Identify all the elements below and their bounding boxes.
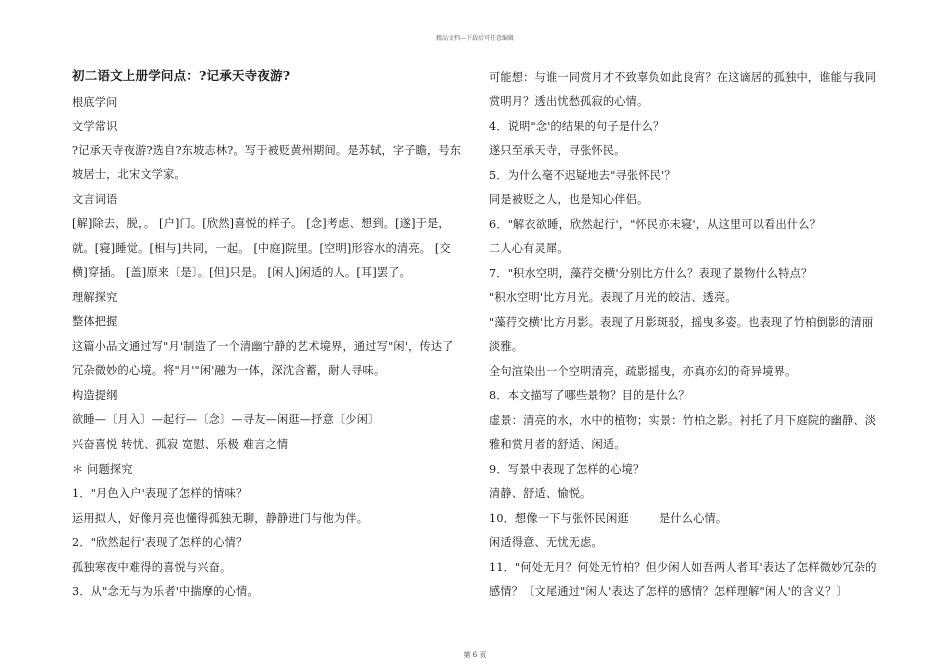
right-line: 淡雅。 (489, 340, 524, 353)
left-line: ＊ 问题探究 (72, 463, 133, 476)
right-line: 11．"何处无月？何处无竹柏？但少闲人如吾两人者耳'表达了怎样微妙冗杂的 (489, 561, 877, 574)
right-line: 10．想像一下与张怀民闲逛 是什么心情。 (489, 512, 728, 525)
right-line: 赏明月？透出忧愁孤寂的心情。 (489, 95, 649, 108)
left-line: 理解探究 (72, 291, 118, 304)
left-line: 2．"欣然起行'表现了怎样的心情？ (72, 536, 248, 549)
right-line: 清静、舒适、愉悦。 (489, 487, 592, 500)
right-line: 7．"积水空明，藻荇交横'分别比方什么？表现了景物什么特点？ (489, 267, 813, 280)
left-line: 孤独寒夜中难得的喜悦与兴奋。 (72, 561, 232, 574)
right-line: 5．为什么毫不迟疑地去"寻张怀民'？ (489, 169, 676, 182)
right-line: "积水空明'比方月光。表现了月光的皎洁、透亮。 (489, 291, 737, 304)
left-line: 文学常识 (72, 120, 118, 133)
left-line: 就。[寝]睡觉。[相与]共同，一起。 [中庭]院里。[空明]形容水的清亮。 [交 (72, 242, 451, 255)
left-line: 运用拟人，好像月亮也懂得孤独无聊，静静进门与他为伴。 (72, 512, 369, 525)
right-line: 闲适得意、无忧无虑。 (489, 536, 603, 549)
right-line: 雅和赏月者的舒适、闲适。 (489, 438, 626, 451)
left-line: 兴奋喜悦 转忧、孤寂 宽慰、乐极 难言之情 (72, 438, 289, 451)
right-line: 6．"解衣欲睡，欣然起行'，"怀民亦未寝'，从这里可以看出什么？ (489, 218, 822, 231)
left-line: 整体把握 (72, 315, 118, 328)
left-line: 坡居士，北宋文学家。 (72, 168, 186, 181)
left-line: [解]除去，脱，。 [户]门。[欣然]喜悦的样子。 [念]考虑、想到。[遂]于是， (72, 217, 450, 230)
left-line: 根底学问 (72, 96, 118, 109)
right-line: 可能想：与谁一同赏月才不致辜负如此良宵？在这谪居的孤独中，谁能与我同 (489, 71, 877, 84)
left-line: 欲睡—〔月入〕—起行—〔念〕—寻友—闲逛—抒意〔少闲〕 (72, 413, 380, 426)
right-line: 4．说明"念'的结果的句子是什么？ (489, 120, 665, 133)
right-line: 遂只至承天寺，寻张怀民。 (489, 144, 626, 157)
document-title: 初二语文上册学问点：?记承天寺夜游? (72, 68, 291, 83)
page-header: 精品文档---下载后可任意编辑 (435, 35, 515, 42)
left-line: 横]穿插。 [盖]原来〔是〕。[但]只是。 [闲人]闲适的人。[耳]罢了。 (72, 266, 412, 279)
left-line: ?记承天寺夜游?选自?东坡志林?。写于被贬黄州期间。是苏轼，字子瞻，号东 (72, 144, 462, 157)
left-line: 3．从"念无与为乐者'中揣摩的心情。 (72, 585, 259, 598)
left-line: 1．"月色入户'表现了怎样的情味？ (72, 487, 248, 500)
left-line: 冗杂微妙的心境。将"月'"闲'融为一体，深沈含蓄，耐人寻味。 (72, 364, 386, 377)
right-line: 9．写景中表现了怎样的心境？ (489, 463, 645, 476)
left-line: 构造提纲 (72, 389, 118, 402)
page-number: 第 6 页 (463, 651, 487, 659)
right-line: 虚景：清亮的水，水中的植物；实景：竹柏之影。衬托了月下庭院的幽静、淡 (489, 414, 877, 427)
right-line: 8．本文描写了哪些景物？目的是什么？ (489, 389, 690, 402)
right-line: 同是被贬之人，也是知心伴侣。 (489, 193, 649, 206)
left-line: 文言词语 (72, 193, 118, 206)
right-line: 二人心有灵犀。 (489, 242, 569, 255)
right-line: 全句渲染出一个空明清亮，疏影摇曳，亦真亦幻的奇异境界。 (489, 365, 797, 378)
right-line: 感情？〔文尾通过"闲人'表达了怎样的感情？怎样理解"闲人'的含义？〕 (489, 585, 848, 598)
left-line: 这篇小品文通过写"月'制造了一个清幽宁静的艺术境界，通过写"闲'，传达了 (72, 340, 454, 353)
right-line: "藻荇交横'比方月影。表现了月影斑驳，摇曳多姿。也表现了竹柏倒影的清丽 (489, 316, 874, 329)
